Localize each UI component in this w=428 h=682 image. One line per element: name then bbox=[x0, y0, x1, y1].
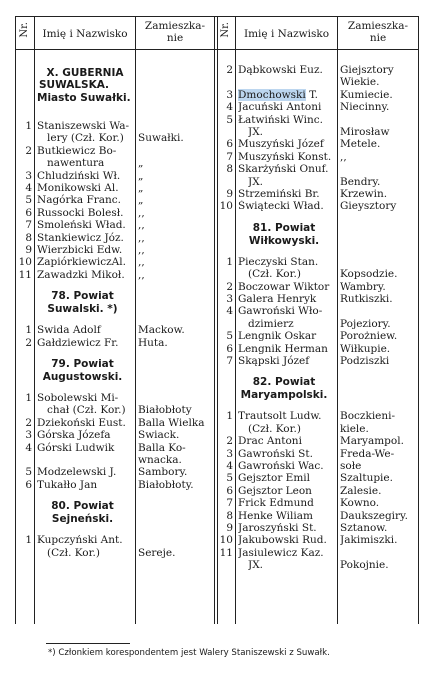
right-name-header: Imię i Nazwisko bbox=[243, 28, 330, 40]
entry-residence: Sztanow. bbox=[340, 522, 388, 534]
entry-name: Muszyński Konst. bbox=[238, 150, 332, 163]
entry-number: 5 bbox=[226, 330, 233, 343]
entry-residence: Wiłkupie. bbox=[340, 342, 391, 355]
entry-name: Jasiulewicz Kaz. bbox=[238, 546, 324, 559]
entry-number: 9 bbox=[25, 244, 32, 256]
entry-residence: Sambory. bbox=[138, 466, 188, 479]
entry-name: JX. bbox=[248, 175, 264, 188]
entry-number: 11 bbox=[18, 268, 32, 281]
entry-name: Gałdziewicz Fr. bbox=[37, 336, 119, 349]
section-heading: Maryampolski. bbox=[240, 389, 328, 402]
entry-name: (Czł. Kor.) bbox=[248, 422, 301, 435]
entry-residence: Pokojnie. bbox=[340, 559, 389, 572]
left-nr-header: Nr. bbox=[19, 22, 30, 38]
section-heading: 79. Powiat bbox=[51, 358, 114, 370]
left-residence-header-line2: nie bbox=[166, 32, 184, 44]
entry-number: 7 bbox=[25, 219, 32, 232]
entry-residence: Maryampol. bbox=[340, 435, 404, 448]
entry-residence: ‚, bbox=[138, 256, 145, 269]
entry-number: 1 bbox=[25, 324, 32, 337]
left-name-header: Imię i Nazwisko bbox=[42, 28, 128, 40]
entry-name: JX. bbox=[248, 559, 264, 572]
entry-number: 5 bbox=[25, 466, 32, 479]
entry-name: (Czł. Kor.) bbox=[47, 546, 100, 559]
entry-name: chał (Czł. Kor.) bbox=[47, 404, 126, 417]
entry-name: Chludziński Wł. bbox=[37, 169, 121, 182]
entry-number: 5 bbox=[226, 472, 233, 485]
entry-residence: ,, bbox=[138, 268, 145, 281]
entry-name: Tukałło Jan bbox=[37, 478, 98, 491]
entry-residence: Rutkiszki. bbox=[340, 293, 393, 305]
right-frame-rule bbox=[418, 16, 419, 624]
entry-name: dzimierz bbox=[248, 317, 294, 330]
footnote-rule bbox=[46, 643, 130, 644]
entry-number: 4 bbox=[226, 305, 233, 318]
entry-number: 2 bbox=[25, 416, 32, 429]
entry-name: Stankiewicz Józ. bbox=[37, 231, 124, 244]
entry-name: Monikowski Al. bbox=[37, 182, 119, 194]
entry-residence: „ bbox=[138, 169, 144, 182]
left-frame-rule bbox=[15, 16, 16, 624]
entry-name: Swida Adolf bbox=[37, 324, 101, 337]
entry-number: 1 bbox=[25, 392, 32, 404]
entry-residence: Porożniew. bbox=[340, 330, 398, 343]
section-heading: 80. Powiat bbox=[51, 500, 114, 513]
entry-residence: Daukszegiry. bbox=[340, 509, 408, 522]
entry-residence: Suwałki. bbox=[138, 132, 184, 145]
middle-double-rule-a bbox=[214, 16, 215, 624]
entry-residence: „ bbox=[138, 182, 144, 194]
entry-name: Modzelewski J. bbox=[37, 466, 117, 479]
section-heading: Sejneński. bbox=[51, 513, 114, 526]
entry-number: 2 bbox=[226, 280, 233, 293]
entry-number: 8 bbox=[226, 163, 233, 176]
entry-name: Drac Antoni bbox=[238, 435, 302, 448]
entry-residence: Kowno. bbox=[340, 497, 380, 510]
entry-name: Boczowar Wiktor bbox=[238, 280, 330, 293]
entry-number: 4 bbox=[226, 101, 233, 114]
entry-name: Gejsztor Leon bbox=[238, 484, 312, 497]
entry-number: 4 bbox=[25, 441, 32, 454]
entry-residence: Pojeziory. bbox=[340, 317, 391, 330]
left-res-rule bbox=[135, 16, 136, 624]
entry-name: Russocki Bolesł. bbox=[37, 206, 124, 219]
entry-name: Pieczyski Stan. bbox=[238, 255, 319, 268]
section-heading: Wiłkowyski. bbox=[248, 234, 320, 247]
entry-number: 6 bbox=[226, 138, 233, 151]
entry-name: Dmochowski T. bbox=[238, 88, 318, 101]
entry-number: 3 bbox=[25, 169, 32, 182]
left-nr-rule bbox=[34, 16, 35, 624]
entry-number: 5 bbox=[226, 113, 233, 126]
right-nr-rule bbox=[235, 16, 236, 624]
right-residence-header-line1: Zamieszka- bbox=[347, 20, 409, 32]
entry-residence: Podziszki bbox=[340, 355, 390, 367]
entry-name: Smoleński Wład. bbox=[37, 219, 126, 232]
entry-residence: sołe bbox=[340, 460, 362, 472]
entry-name: Dąbkowski Euz. bbox=[238, 64, 323, 76]
entry-residence: Giejsztory bbox=[340, 64, 394, 76]
entry-name: Staniszewski Wa- bbox=[37, 120, 130, 132]
entry-number: 4 bbox=[226, 460, 233, 472]
entry-number: 3 bbox=[226, 293, 233, 305]
entry-residence: Zalesie. bbox=[340, 484, 382, 497]
entry-number: 5 bbox=[25, 194, 32, 207]
entry-name: Kupczyński Ant. bbox=[37, 534, 123, 547]
section-heading: Augustowski. bbox=[42, 371, 123, 383]
footnote: *) Członkiem korespondentem jest Walery Staniszewski z Suwałk. bbox=[48, 648, 330, 658]
entry-name: Butkiewicz Bo- bbox=[37, 144, 117, 157]
entry-residence: Mackow. bbox=[138, 324, 185, 337]
entry-number: 7 bbox=[226, 150, 233, 163]
entry-number: 4 bbox=[25, 182, 32, 194]
entry-number: 2 bbox=[226, 64, 233, 76]
entry-residence: ,, bbox=[138, 244, 145, 256]
entry-name: (Czł. Kor.) bbox=[248, 268, 301, 281]
gubernia-name: SUWALSKA. bbox=[39, 79, 110, 91]
entry-name: Strzemiński Br. bbox=[238, 188, 320, 200]
section-heading: 78. Powiat bbox=[51, 290, 114, 303]
right-nr-header: Nr. bbox=[220, 22, 231, 38]
entry-number: 3 bbox=[226, 447, 233, 460]
entry-residence: Mirosław bbox=[340, 126, 390, 138]
entry-residence: Wambry. bbox=[340, 280, 386, 293]
entry-number: 6 bbox=[226, 342, 233, 355]
entry-residence: ,, bbox=[340, 150, 347, 163]
entry-name: Gawroński Wło- bbox=[238, 305, 323, 318]
entry-number: 10 bbox=[219, 534, 233, 547]
right-residence-header-line2: nie bbox=[369, 32, 387, 44]
entry-number: 1 bbox=[226, 410, 233, 423]
entry-name: nawentura bbox=[47, 157, 105, 170]
entry-number: 2 bbox=[226, 435, 233, 448]
entry-name: Wierzbicki Edw. bbox=[37, 244, 123, 256]
entry-number: 10 bbox=[18, 256, 32, 269]
entry-name: Galera Henryk bbox=[238, 293, 317, 305]
entry-number: 9 bbox=[226, 522, 233, 534]
entry-residence: Niecinny. bbox=[340, 101, 390, 114]
entry-residence: „ bbox=[138, 157, 144, 170]
entry-name: Sobolewski Mi- bbox=[37, 392, 119, 404]
entry-name: Jacuński Antoni bbox=[238, 101, 322, 114]
entry-name: Lengnik Oskar bbox=[238, 330, 317, 343]
entry-name: Jaroszyński St. bbox=[238, 522, 317, 534]
entry-residence: Wiekie. bbox=[340, 76, 380, 89]
entry-residence: Białobłoty. bbox=[138, 478, 194, 491]
entry-number: 6 bbox=[25, 478, 32, 491]
entry-residence: wnacka. bbox=[138, 454, 182, 466]
left-residence-header-line1: Zamieszka- bbox=[144, 20, 206, 32]
entry-name: Trautsolt Ludw. bbox=[238, 410, 322, 423]
entry-residence: Kopsodzie. bbox=[340, 268, 398, 281]
entry-name: Górski Ludwik bbox=[37, 441, 115, 454]
entry-number: 7 bbox=[226, 355, 233, 367]
entry-number: 10 bbox=[219, 200, 233, 213]
entry-name: Gawroński St. bbox=[238, 447, 313, 460]
entry-name: Zawadzki Mikoł. bbox=[37, 268, 125, 281]
section-heading: 82. Powiat bbox=[252, 376, 316, 389]
entry-name: Gawroński Wac. bbox=[238, 460, 324, 472]
city-title: Miasto Suwałki. bbox=[37, 92, 131, 104]
entry-residence: Krzewin. bbox=[340, 188, 388, 200]
section-heading: 81. Powiat bbox=[252, 221, 316, 234]
entry-name: Górska Józefa bbox=[37, 429, 111, 442]
entry-name: lery (Czł. Kor.) bbox=[47, 132, 124, 145]
entry-number: 1 bbox=[25, 120, 32, 132]
entry-number: 11 bbox=[219, 546, 233, 559]
entry-number: 6 bbox=[25, 206, 32, 219]
section-heading: Suwalski. *) bbox=[47, 303, 118, 316]
entry-name: Frick Edmund bbox=[238, 497, 314, 510]
entry-number: 6 bbox=[226, 484, 233, 497]
entry-residence: Kumiecie. bbox=[340, 88, 393, 101]
entry-residence: Sereje. bbox=[138, 546, 176, 559]
entry-name: Gejsztor Emil bbox=[238, 472, 311, 485]
entry-name: JX. bbox=[248, 126, 264, 138]
entry-residence: Balla Wielka bbox=[138, 416, 205, 429]
entry-residence: Białobłoty bbox=[138, 404, 192, 417]
entry-residence: Gieysztory bbox=[340, 200, 397, 213]
entry-residence: Huta. bbox=[138, 336, 168, 349]
entry-residence: ,, bbox=[138, 231, 145, 244]
entry-residence: Szaltupie. bbox=[340, 472, 393, 485]
entry-number: 9 bbox=[226, 188, 233, 200]
entry-number: 3 bbox=[25, 429, 32, 442]
entry-name: Jakubowski Rud. bbox=[238, 534, 327, 547]
entry-residence: Jakimiszki. bbox=[340, 534, 398, 547]
entry-residence: ,, bbox=[138, 219, 145, 232]
entry-number: 7 bbox=[226, 497, 233, 510]
entry-residence: Boczkieni- bbox=[340, 410, 396, 423]
entry-residence: Balla Ko- bbox=[138, 441, 186, 454]
entry-number: 8 bbox=[25, 231, 32, 244]
entry-number: 1 bbox=[226, 255, 233, 268]
entry-residence: Metele. bbox=[340, 138, 381, 151]
entry-residence: kiele. bbox=[340, 422, 369, 435]
entry-number: 1 bbox=[25, 534, 32, 547]
entry-name: Muszyński Józef bbox=[238, 138, 324, 151]
entry-name: Lengnik Herman bbox=[238, 342, 328, 355]
entry-residence: Swiack. bbox=[138, 429, 180, 442]
entry-name: Dziekoński Eust. bbox=[37, 416, 126, 429]
entry-residence: Freda-We- bbox=[340, 447, 395, 460]
entry-number: 2 bbox=[25, 336, 32, 349]
entry-number: 8 bbox=[226, 509, 233, 522]
entry-name: Skarżyński Onuf. bbox=[238, 163, 329, 176]
entry-name: ZapiórkiewiczAl. bbox=[37, 256, 126, 269]
entry-name: Skąpski Józef bbox=[238, 355, 310, 367]
gubernia-title: X. GUBERNIA bbox=[46, 67, 124, 79]
entry-number: 3 bbox=[226, 88, 233, 101]
entry-name: Henke Wiliam bbox=[238, 509, 313, 522]
entry-name: Świątecki Wład. bbox=[238, 200, 324, 213]
entry-residence: Bendry. bbox=[340, 175, 381, 188]
entry-residence: „ bbox=[138, 194, 144, 207]
entry-name: Łatwiński Winc. bbox=[238, 113, 324, 126]
entry-name: Nagórka Franc. bbox=[37, 194, 122, 207]
entry-number: 2 bbox=[25, 144, 32, 157]
entry-residence: ,, bbox=[138, 206, 145, 219]
